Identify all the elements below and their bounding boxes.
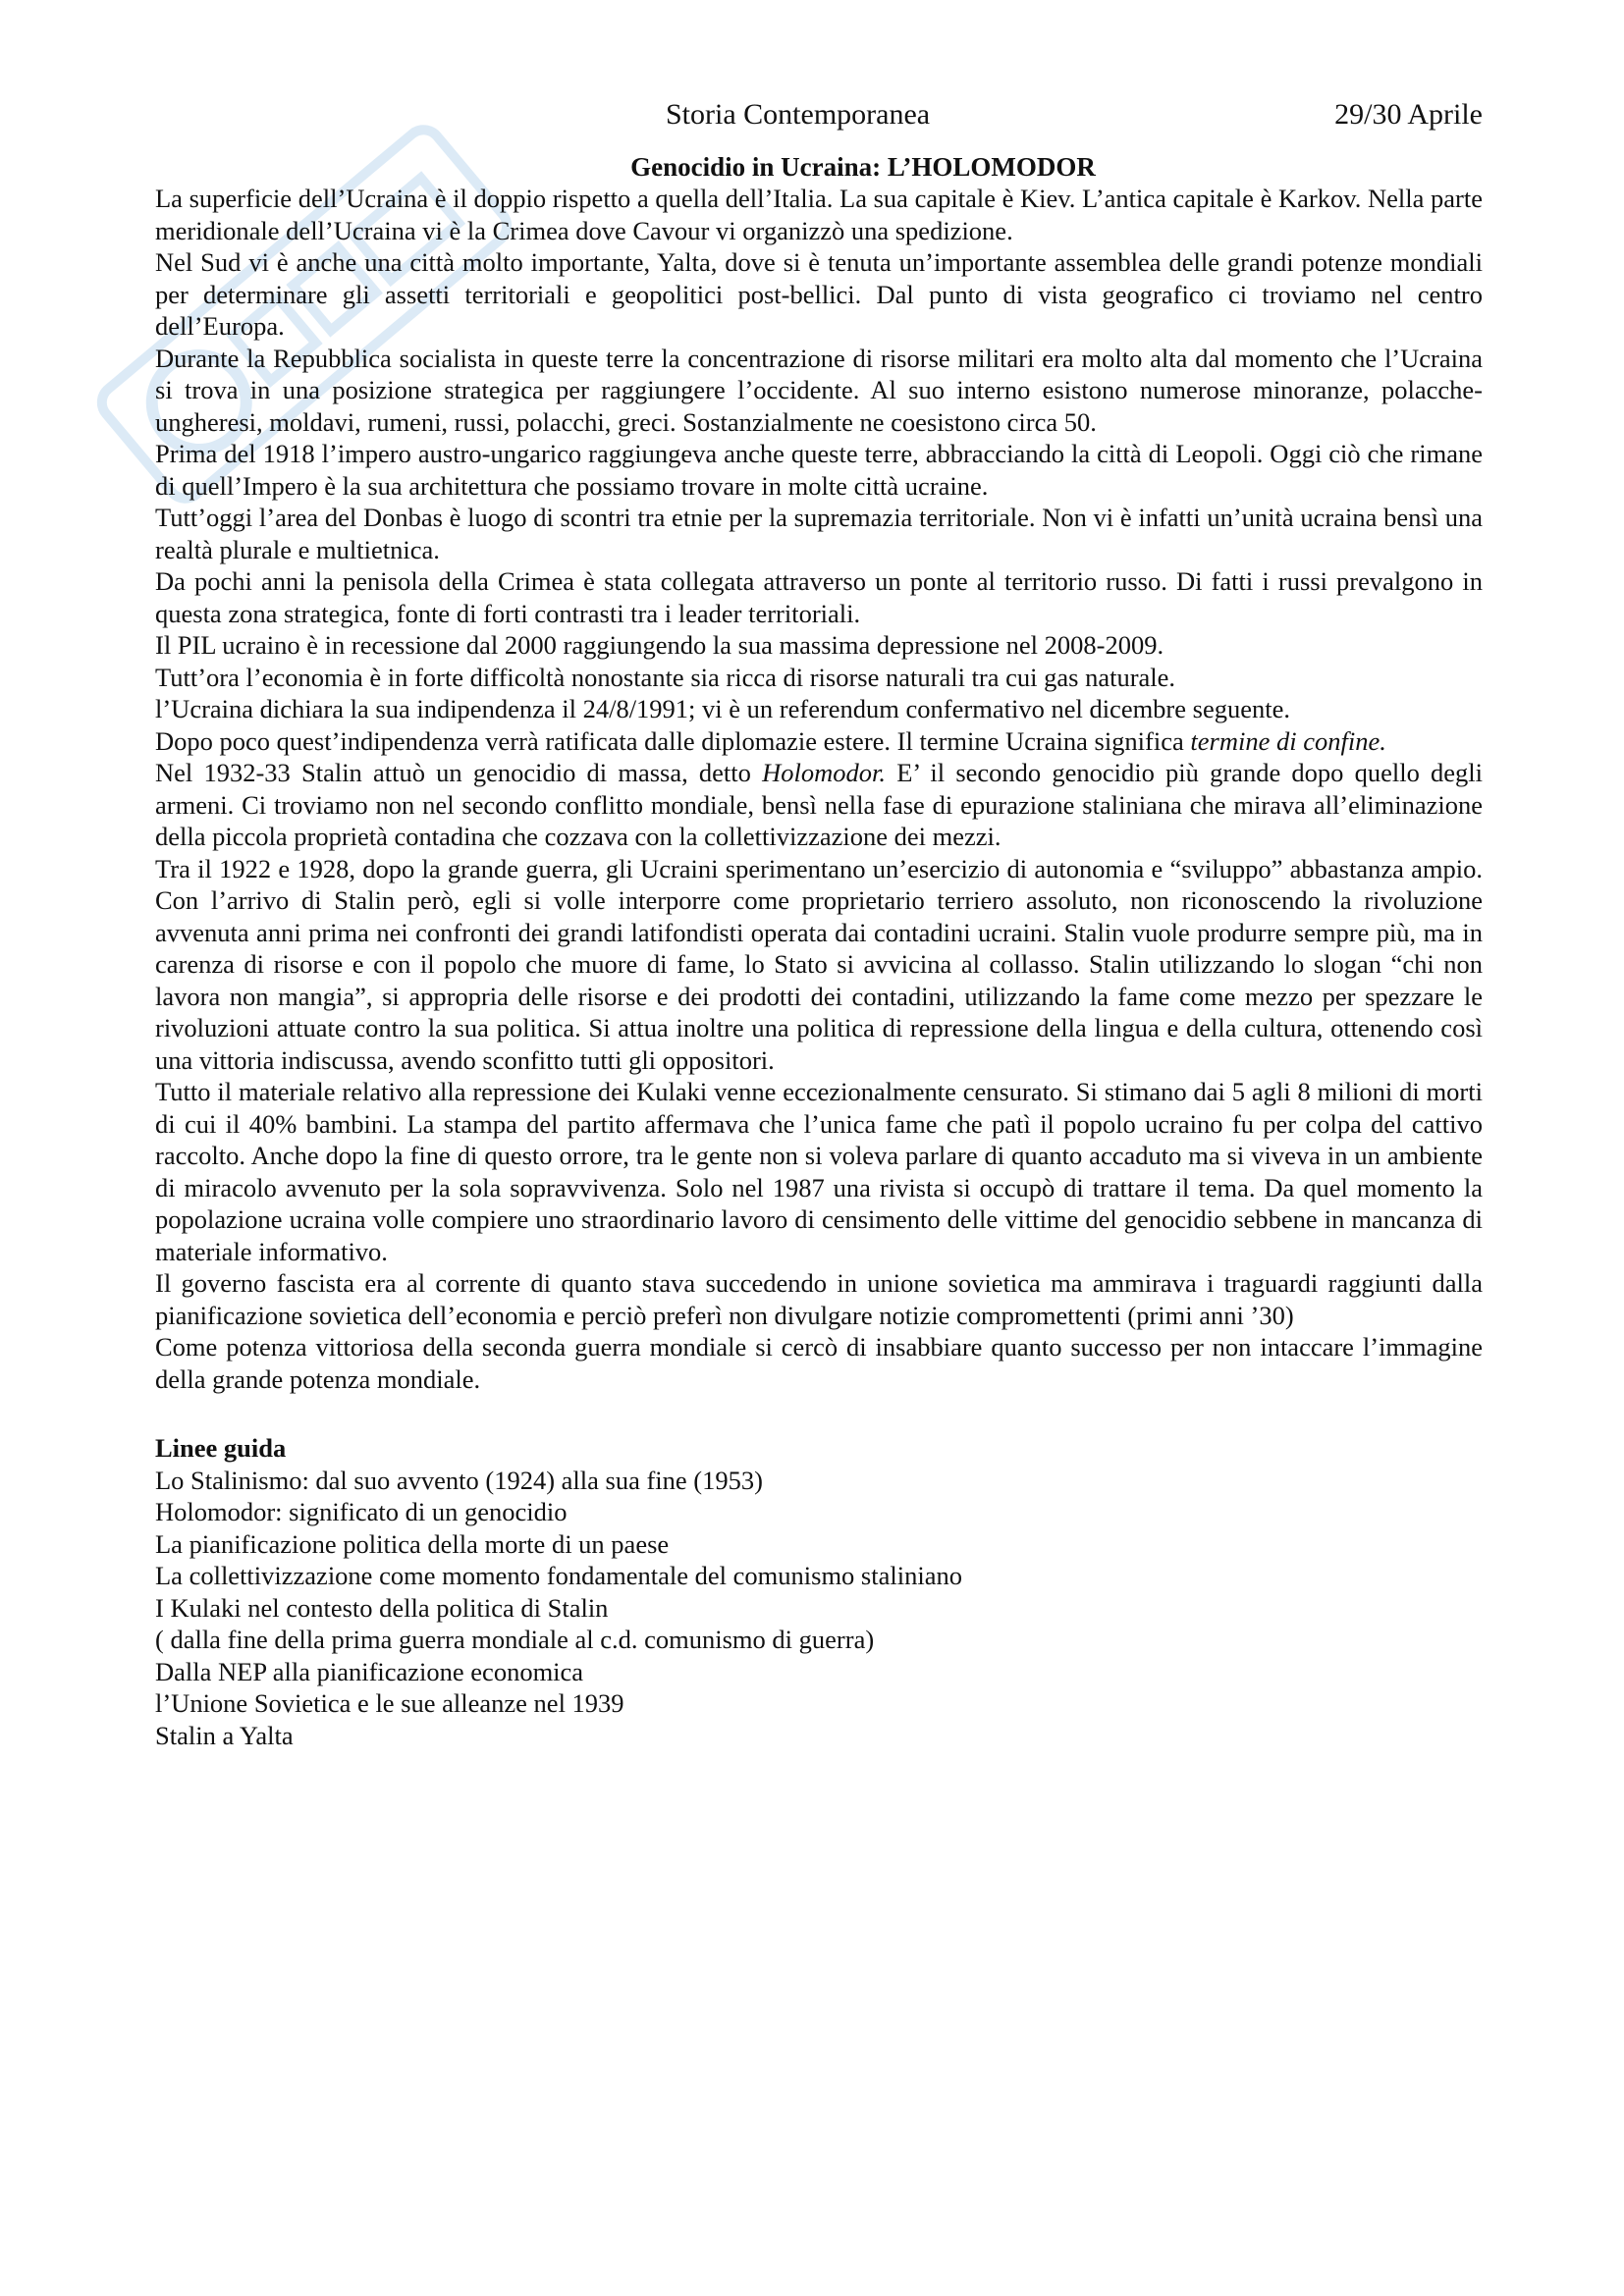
paragraph: Il PIL ucraino è in recessione dal 2000 raggiungendo la sua massima depressione nel 2008-2009. [155,630,1164,660]
page-header [155,98,1483,141]
list-item: ( dalla fine della prima guerra mondiale al c.d. comunismo di guerra) [155,1625,875,1654]
paragraph-text: Nel 1932-33 Stalin attuò un genocidio di massa, detto [155,758,763,787]
paragraph-italic-text: termine di confine. [1190,725,1386,756]
paragraph-text: Dopo poco quest’indipendenza verrà ratificata dalle diplomazie estere. Il termine Ucraina significa [155,725,1191,756]
paragraph: La superficie dell’Ucraina è il doppio rispetto a quella dell’Italia. La sua capitale è Kiev. L’antica capitale è Karkov. Nella parte meridionale dell’Ucraina vi è la Crimea dove Cavour vi organizzò una spedizione. [155,184,1483,245]
paragraph: Tutt’ora l’economia è in forte difficoltà nonostante sia ricca di risorse naturali tra cui gas naturale. [155,662,1176,692]
list-item: l’Unione Sovietica e le sue alleanze nel 1939 [155,1688,624,1718]
list-item: Holomodor: significato di un genocidio [155,1497,568,1526]
paragraph-text: E’ il secondo genocidio più grande dopo quello degli armeni. Ci troviamo non nel secondo conflitto mondiale, bensì nella fase di epurazione staliniana che mirava all’eliminazione della piccola proprietà contadina che cozzava con la collettivizzazione dei mezzi. [155,758,1483,851]
list-item: Dalla NEP alla pianificazione economica [155,1656,584,1686]
document-page [155,98,1483,1751]
guidelines-list [155,1465,1483,1752]
paragraph [155,757,1483,853]
document-title: Genocidio in Ucraina: L’HOLOMODOR [630,152,1096,182]
paragraph-italic-text: Holomodor. [762,758,886,787]
paragraph: Nel Sud vi è anche una città molto importante, Yalta, dove si è tenuta un’importante assemblea delle grandi potenze mondiali per determinare gli assetti territoriali e geopolitici post-bellici. Dal punto di vista geografico ci troviamo nel centro dell’Europa. [155,247,1483,341]
list-item: La pianificazione politica della morte di un paese [155,1528,670,1559]
paragraph [155,725,1483,758]
paragraph: Tutto il materiale relativo alla repressione dei Kulaki venne eccezionalmente censurato. Si stimano dai 5 agli 8 milioni di morti di cui il 40% bambini. La stampa del partito affermava che l’unica fame che patì il popolo ucraino fu per colpa del cattivo raccolto. Anche dopo la fine di questo orrore, tra le gente non si voleva parlare di quanto accaduto ma si viveva in un ambiente di miracolo avvenuto per la sola sopravvivenza. Solo nel 1987 una rivista si occupò di trattare il tema. Da quel momento la popolazione ucraina volle compiere uno straordinario lavoro di censimento delle vittime del genocidio sebbene in mancanza di materiale informativo. [155,1077,1483,1266]
header-subject: Storia Contemporanea [666,98,931,131]
paragraph: Prima del 1918 l’impero austro-ungarico raggiungeva anche queste terre, abbracciando la città di Leopoli. Oggi ciò che rimane di quell’Impero è la sua architettura che possiamo trovare in molte città ucraine. [155,439,1483,501]
paragraph: Come potenza vittoriosa della seconda guerra mondiale si cercò di insabbiare quanto successo per non intaccare l’immagine della grande potenza mondiale. [155,1332,1483,1394]
paragraph: Tra il 1922 e 1928, dopo la grande guerra, gli Ucraini sperimentano un’esercizio di autonomia e “sviluppo” abbastanza ampio. Con l’arrivo di Stalin però, egli si volle interporre come proprietario terriero assoluto, non riconoscendo la rivoluzione avvenuta anni prima nei confronti dei grandi latifondisti operata dai contadini ucraini. Stalin vuole produrre sempre più, ma in carenza di risorse e con il popolo che muore di fame, lo Stato si avvicina al collasso. Stalin utilizzando lo slogan “chi non lavora non mangia”, si appropria delle risorse e dei prodotti dei contadini, utilizzando la fame come mezzo per spezzare le rivoluzioni attuate contro la sua politica. Si attua inoltre una politica di repressione della lingua e della cultura, ottenendo così una vittoria indiscussa, avendo sconfitto tutti gli oppositori. [155,853,1483,1075]
list-item: I Kulaki nel contesto della politica di Stalin [155,1592,609,1623]
document-body [155,183,1483,1395]
guidelines-heading: Linee guida [155,1433,287,1463]
paragraph: Durante la Repubblica socialista in queste terre la concentrazione di risorse militari era molto alta dal momento che l’Ucraina si trova in una posizione strategica per raggiungere l’occidente. Al suo interno esistono numerose minoranze, polacche-ungheresi, moldavi, rumeni, russi, polacchi, greci. Sostanzialmente ne coesistono circa 50. [155,343,1483,437]
list-item: Stalin a Yalta [155,1720,294,1750]
list-item: Lo Stalinismo: dal suo avvento (1924) alla sua fine (1953) [155,1465,763,1495]
guidelines-section [155,1432,1483,1751]
paragraph: l’Ucraina dichiara la sua indipendenza il 24/8/1991; vi è un referendum confermativo nel dicembre seguente. [155,694,1290,723]
paragraph: Il governo fascista era al corrente di quanto stava succedendo in unione sovietica ma ammirava i traguardi raggiunti dalla pianificazione sovietica dell’economia e perciò preferì non divulgare notizie compromettenti (primi anni ’30) [155,1268,1483,1330]
paragraph: Tutt’oggi l’area del Donbas è luogo di scontri tra etnie per la supremazia territoriale. Non vi è infatti un’unità ucraina bensì una realtà plurale e multietnica. [155,503,1483,564]
list-item: La collettivizzazione come momento fondamentale del comunismo staliniano [155,1561,962,1590]
paragraph: Da pochi anni la penisola della Crimea è stata collegata attraverso un ponte al territorio russo. Di fatti i russi prevalgono in questa zona strategica, fonte di forti contrasti tra i leader territoriali. [155,566,1483,628]
header-date: 29/30 Aprile [1334,98,1483,131]
